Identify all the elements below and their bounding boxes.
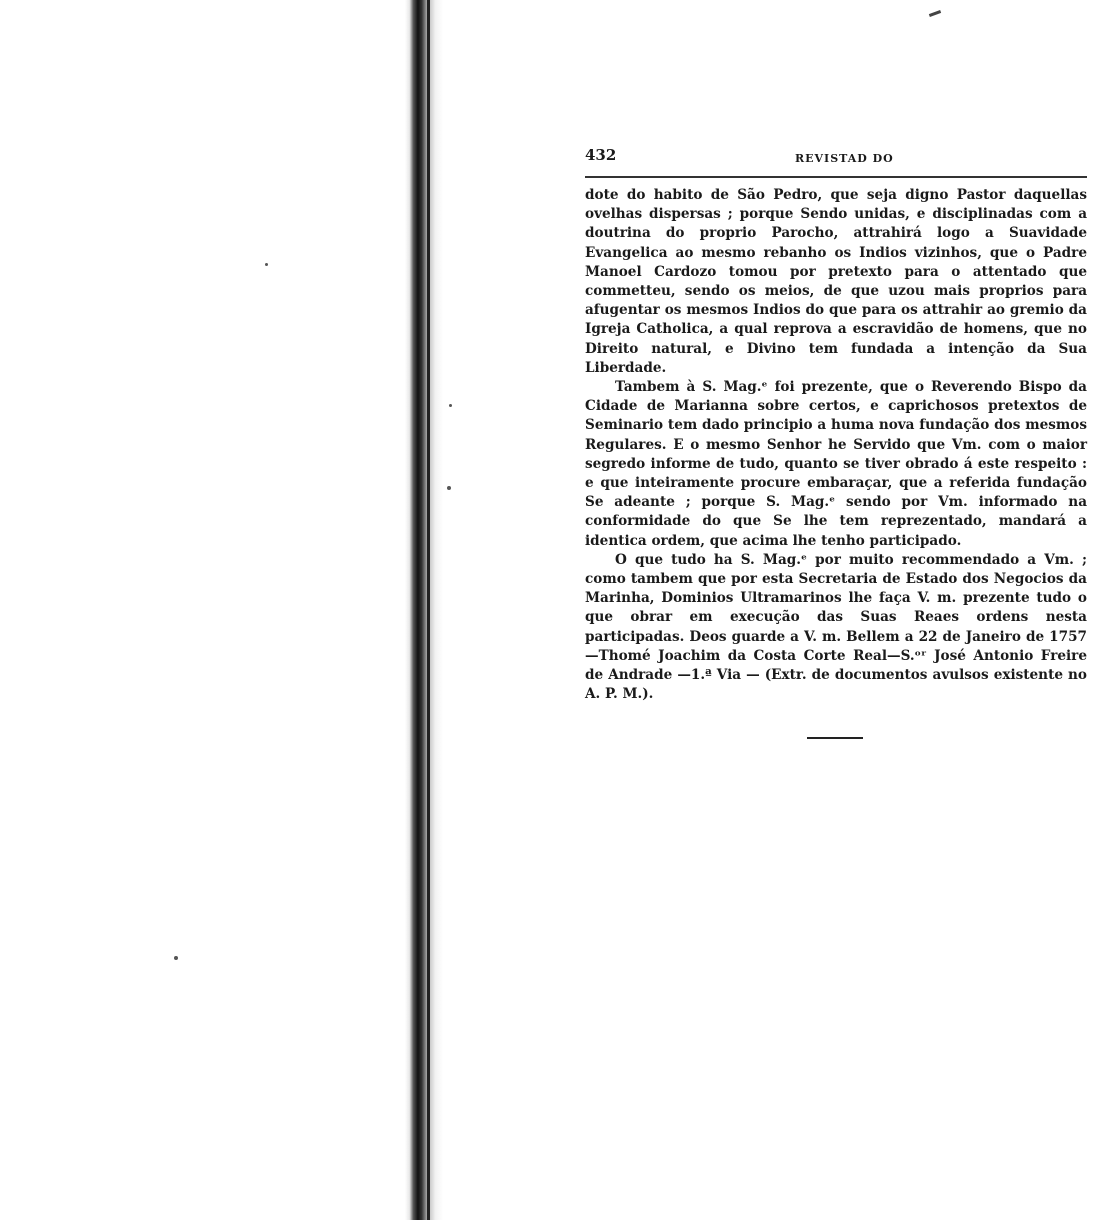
gutter-line bbox=[427, 0, 430, 1220]
running-head: REVISTAD DO bbox=[795, 152, 894, 165]
scan-speck bbox=[174, 956, 178, 960]
body-text bbox=[585, 186, 1087, 704]
page-header bbox=[585, 146, 1087, 178]
paragraph-1: dote do habito de São Pedro, que seja digno Pastor daquellas ovelhas dispersas ; porque Sendo unidas, e disciplinadas com a doutrina do proprio Parocho, attrahirá logo a Suavidade Evangelica ao mesmo rebanho os Indios vizinhos, que o Padre Manoel Cardozo tomou por pretexto para o attentado que commetteu, sendo os meios, de que uzou mais proprios para afugentar os mesmos Indios do que para os attrahir ao gremio da Igreja Catholica, a qual reprova a escravidão de homens, que no Direito natural, e Divino tem fundada a intenção da Sua Liberdade. bbox=[585, 187, 1087, 376]
scan-speck bbox=[265, 263, 268, 266]
scan-mark bbox=[929, 10, 941, 17]
book-gutter bbox=[405, 0, 443, 1220]
page-number: 432 bbox=[585, 146, 617, 164]
paragraph-2: Tambem à S. Mag.ᵉ foi prezente, que o Reverendo Bispo da Cidade de Marianna sobre certos, e caprichosos pretextos de Seminario tem dado principio a huma nova fundação dos mesmos Regulares. E o mesmo Senhor he Servido que Vm. com o maior segredo informe de tudo, quanto se tiver obrado á este respeito : e que inteiramente procure embaraçar, que a referida fundação Se adeante ; porque S. Mag.ᵉ sendo por Vm. informado na conformidade do que Se lhe tem reprezentado, mandará a identica ordem, que acima lhe tenho participado. bbox=[585, 379, 1087, 549]
end-rule bbox=[807, 737, 863, 739]
paragraph-3: O que tudo ha S. Mag.ᵉ por muito recommendado a Vm. ; como tambem que por esta Secretaria de Estado dos Negocios da Marinha, Dominios Ultramarinos lhe faça V. m. prezente tudo o que obrar em execução das Suas Reaes ordens nesta participadas. Deos guarde a V. m. Bellem a 22 de Janeiro de 1757—Thomé Joachim da Costa Corte Real—S.ᵒʳ José Antonio Freire de Andrade —1.ª Via — (Extr. de documentos avulsos existente no A. P. M.). bbox=[585, 551, 1087, 703]
left-blank-page bbox=[0, 0, 412, 1220]
right-page bbox=[445, 0, 1106, 1220]
